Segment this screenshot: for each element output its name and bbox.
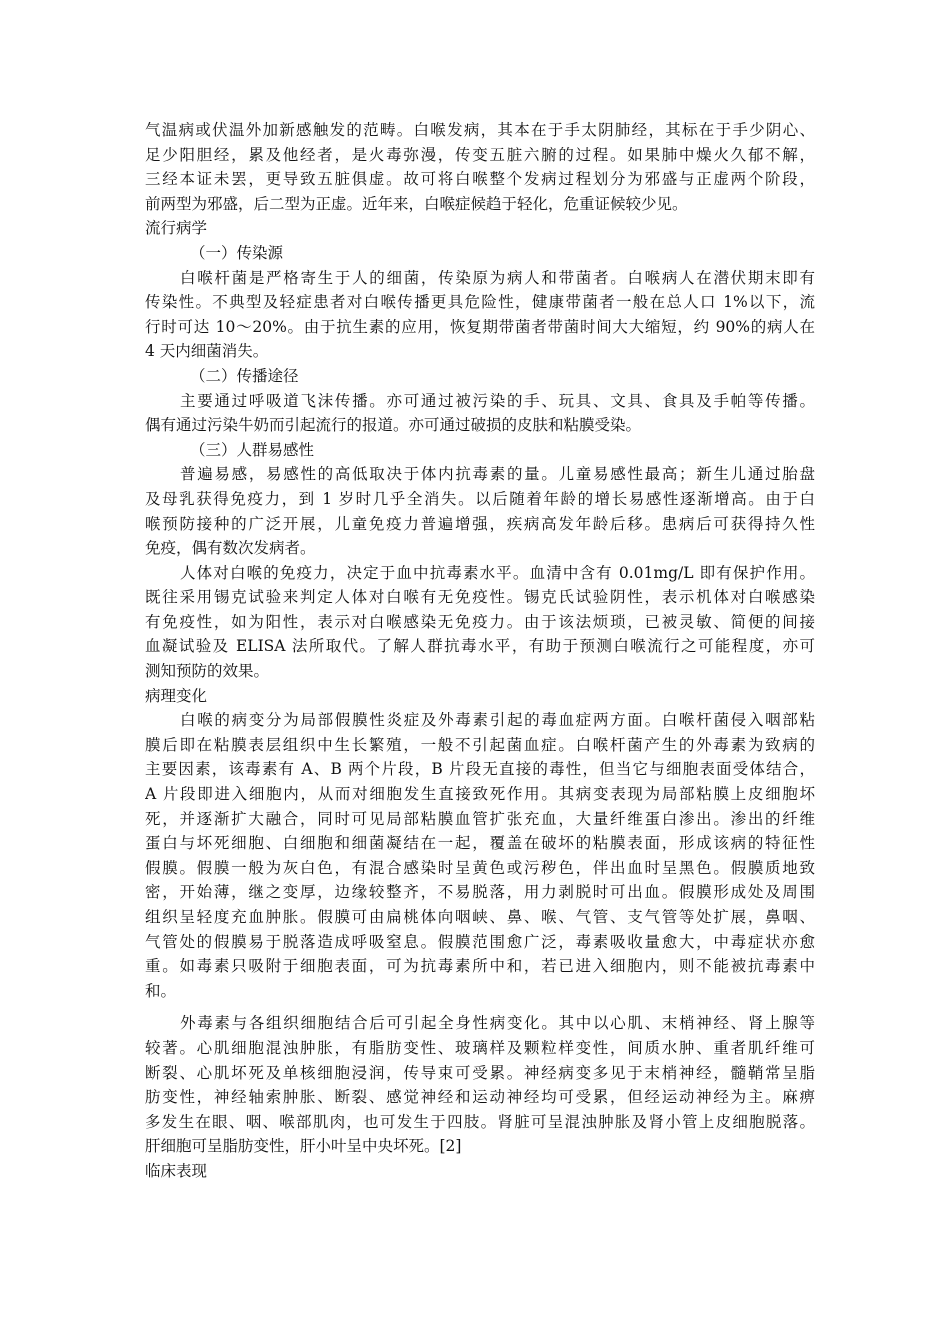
text-line: 有免疫性，如为阳性，表示对白喉感染无免疫力。由于该法烦琐，已被灵敏、简便的间接 xyxy=(145,612,815,631)
text-line: 外毒素与各组织细胞结合后可引起全身性病变化。其中以心肌、末梢神经、肾上腺等 xyxy=(180,1014,815,1033)
text-line: 多发生在眼、咽、喉部肌肉，也可发生于四肢。肾脏可呈混浊肿胀及肾小管上皮细胞脱落。 xyxy=(145,1112,815,1131)
section-heading-epidemiology: 流行病学 xyxy=(145,219,208,238)
document-page xyxy=(145,118,815,1184)
text-line: 蛋白与坏死细胞、白细胞和细菌凝结在一起，覆盖在破坏的粘膜表面，形成该病的特征性 xyxy=(145,834,815,853)
subheading-transmission: （二）传播途径 xyxy=(190,366,299,385)
text-line: 主要因素，该毒素有 A、B 两个片段，B 片段无直接的毒性，但当它与细胞表面受体结合， xyxy=(145,760,815,779)
text-line: 传染性。不典型及轻症患者对白喉传播更具危险性，健康带菌者一般在总人口 1%以下，流 xyxy=(145,293,815,312)
text-line: 4 天内细菌消失。 xyxy=(145,342,269,361)
text-line: 组织呈轻度充血肿胀。假膜可由扁桃体向咽峡、鼻、喉、气管、支气管等处扩展，鼻咽、 xyxy=(145,908,815,926)
section-heading-clinical: 临床表现 xyxy=(145,1161,208,1180)
paragraph-infection-source xyxy=(145,266,815,364)
text-line: 膜后即在粘膜表层组织中生长繁殖，一般不引起菌血症。白喉杆菌产生的外毒素为致病的 xyxy=(145,735,815,754)
text-line: 肪变性，神经轴索肿胀、断裂、感觉神经和运动神经均可受累，但经运动神经为主。麻痹 xyxy=(145,1088,815,1107)
paragraph-transmission xyxy=(145,389,815,438)
intro-paragraph xyxy=(145,118,815,216)
paragraph-pathology-systemic xyxy=(145,1011,815,1159)
section-heading-pathology: 病理变化 xyxy=(145,686,208,705)
text-line: 气管处的假膜易于脱落造成呼吸窒息。假膜范围愈广泛，毒素吸收量愈大，中毒症状亦愈 xyxy=(145,932,815,951)
text-line: 主要通过呼吸道飞沫传播。亦可通过被污染的手、玩具、文具、食具及手帕等传播。 xyxy=(180,391,815,410)
text-line: 足少阳胆经，累及他经者，是火毒弥漫，传变五脏六腑的过程。如果肺中燥火久郁不解， xyxy=(145,145,815,164)
text-line: 密，开始薄，继之变厚，边缘较整齐，不易脱落，用力剥脱时可出血。假膜形成处及周围 xyxy=(145,883,815,902)
text-line: 气温病或伏温外加新感触发的范畴。白喉发病，其本在于手太阴肺经，其标在于手少阴心、 xyxy=(145,121,815,139)
text-line: A 片段即进入细胞内，从而对细胞发生直接致死作用。其病变表现为局部粘膜上皮细胞坏 xyxy=(145,785,815,804)
text-line: 和。 xyxy=(145,981,177,1000)
text-line: 既往采用锡克试验来判定人体对白喉有无免疫性。锡克氏试验阴性，表示机体对白喉感染 xyxy=(145,588,815,607)
text-line: 人体对白喉的免疫力，决定于血中抗毒素水平。血清中含有 0.01mg/L 即有保护作用。 xyxy=(180,563,815,582)
text-line: 三经本证未罢，更导致五脏俱虚。故可将白喉整个发病过程划分为邪盛与正虚两个阶段， xyxy=(145,170,815,189)
subheading-susceptibility: （三）人群易感性 xyxy=(190,440,315,459)
text-line: 白喉杆菌是严格寄生于人的细菌，传染原为病人和带菌者。白喉病人在潜伏期末即有 xyxy=(180,268,815,287)
text-line: 前两型为邪盛，后二型为正虚。近年来，白喉症候趋于轻化，危重证候较少见。 xyxy=(145,194,688,213)
text-line: 白喉的病变分为局部假膜性炎症及外毒素引起的毒血症两方面。白喉杆菌侵入咽部粘 xyxy=(180,711,815,730)
text-line: 偶有通过污染牛奶而引起流行的报道。亦可通过破损的皮肤和粘膜受染。 xyxy=(145,416,642,435)
text-line: 及母乳获得免疫力，到 1 岁时几乎全消失。以后随着年龄的增长易感性逐渐增高。由于白 xyxy=(145,489,815,508)
text-line: 行时可达 10～20%。由于抗生素的应用，恢复期带菌者带菌时间大大缩短，约 90%的病人在 xyxy=(145,317,815,336)
text-line: 免疫，偶有数次发病者。 xyxy=(145,539,316,558)
paragraph-immunity xyxy=(145,561,815,684)
text-line: 较著。心肌细胞混浊肿胀，有脂肪变性、玻璃样及颗粒样变性，间质水肿、重者肌纤维可 xyxy=(145,1038,815,1057)
text-line: 喉预防接种的广泛开展，儿童免疫力普遍增强，疾病高发年龄后移。患病后可获得持久性 xyxy=(145,514,815,533)
paragraph-susceptibility xyxy=(145,462,815,560)
text-line: 测知预防的效果。 xyxy=(145,662,270,681)
text-line: 断裂、心肌坏死及单核细胞浸润，传导束可受累。神经病变多见于末梢神经，髓鞘常呈脂 xyxy=(145,1063,815,1082)
text-line: 普遍易感，易感性的高低取决于体内抗毒素的量。儿童易感性最高；新生儿通过胎盘 xyxy=(180,465,815,484)
text-line: 血凝试验及 ELISA 法所取代。了解人群抗毒水平，有助于预测白喉流行之可能程度，亦可 xyxy=(145,637,815,656)
text-line: 重。如毒素只吸附于细胞表面，可为抗毒素所中和，若已进入细胞内，则不能被抗毒素中 xyxy=(145,957,815,976)
text-line: 肝细胞可呈脂肪变性，肝小叶呈中央坏死。[2] xyxy=(145,1137,462,1156)
paragraph-pathology-local xyxy=(145,708,815,1003)
text-line: 死，并逐渐扩大融合，同时可见局部粘膜血管扩张充血，大量纤维蛋白渗出。渗出的纤维 xyxy=(145,809,815,828)
paragraph-gap xyxy=(145,1003,815,1011)
text-line: 假膜。假膜一般为灰白色，有混合感染时呈黄色或污秽色，伴出血时呈黑色。假膜质地致 xyxy=(145,858,815,877)
subheading-infection-source: （一）传染源 xyxy=(190,243,284,262)
